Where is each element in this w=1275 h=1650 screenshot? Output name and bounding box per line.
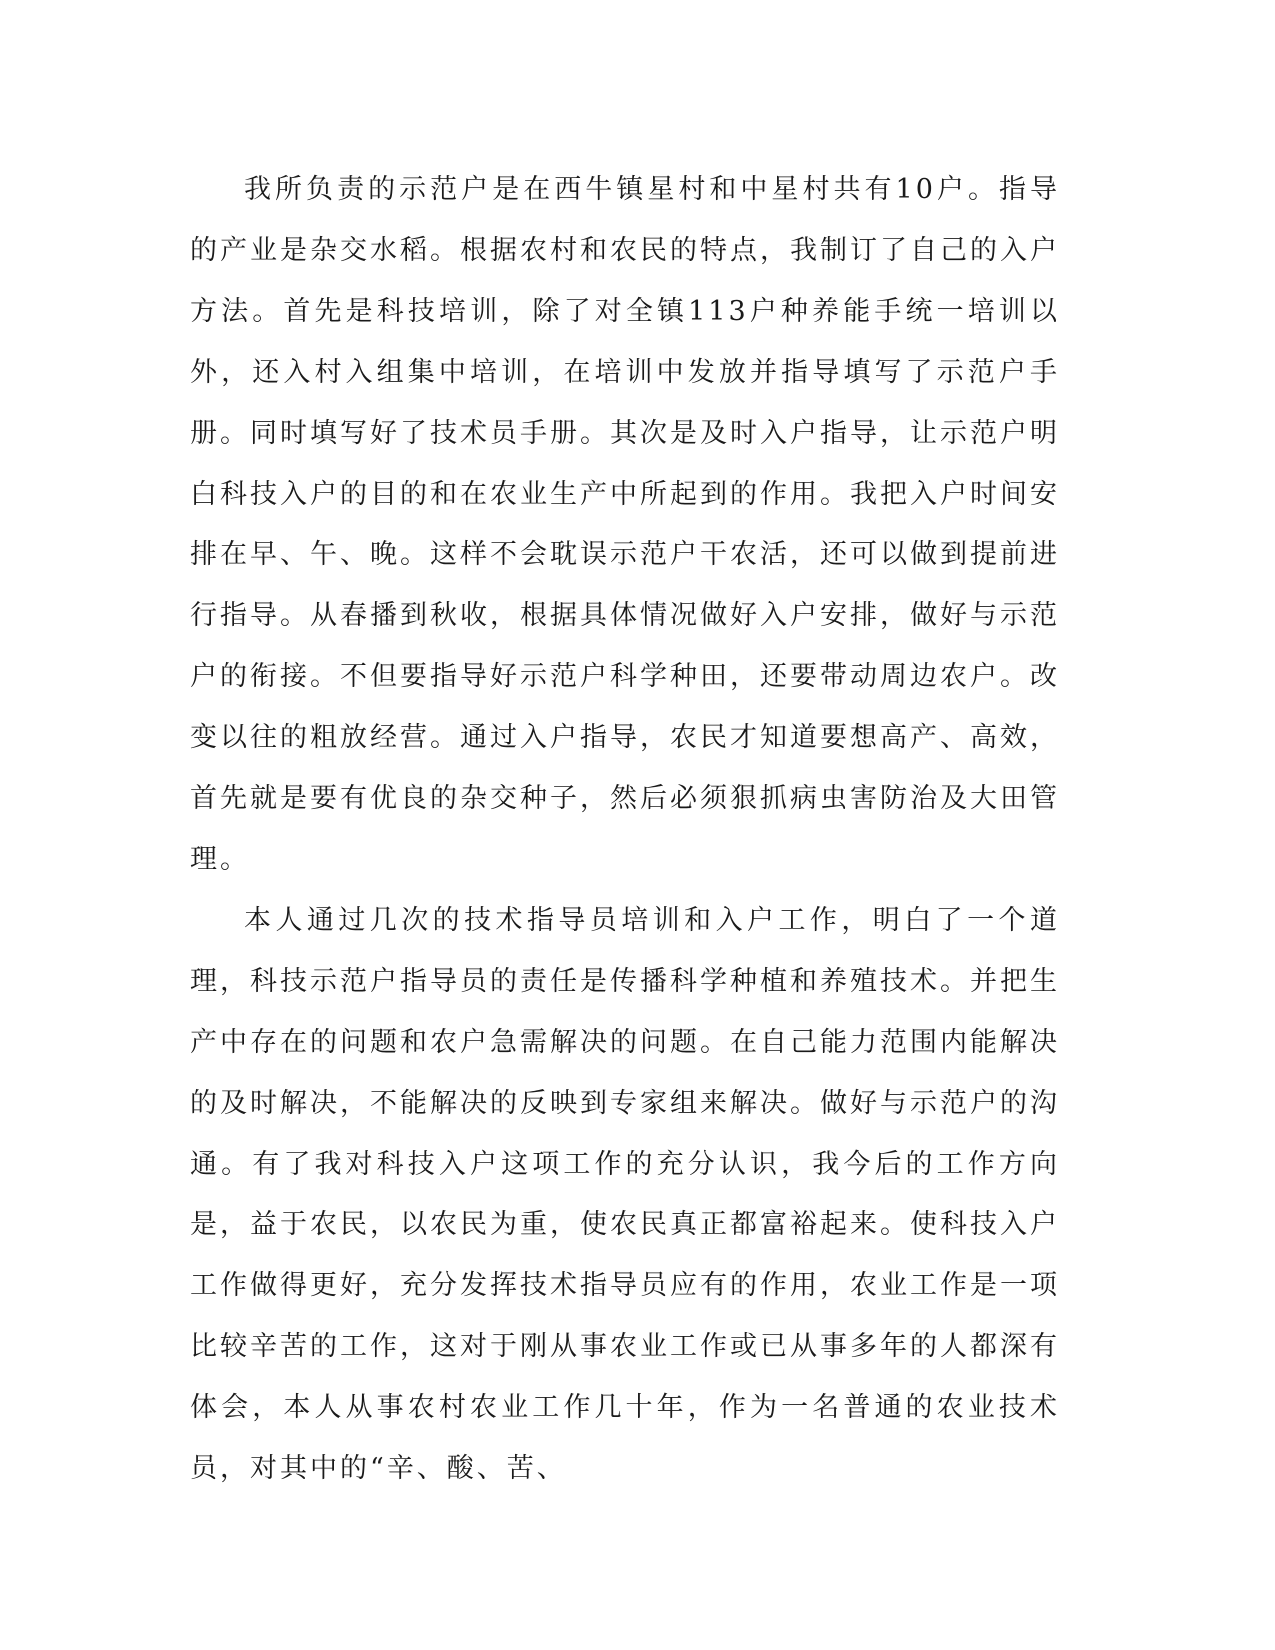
paragraph-1: 我所负责的示范户是在西牛镇星村和中星村共有10户。指导的产业是杂交水稻。根据农村和农民的特点，我制订了自己的入户方法。首先是科技培训，除了对全镇113户种养能手统一培训以外，还入村入组集中培训，在培训中发放并指导填写了示范户手册。同时填写好了技术员手册。其次是及时入户指导，让示范户明白科技入户的目的和在农业生产中所起到的作用。我把入户时间安排在早、午、晚。这样不会耽误示范户干农活，还可以做到提前进行指导。从春播到秋收，根据具体情况做好入户安排，做好与示范户的衔接。不但要指导好示范户科学种田，还要带动周边农户。改变以往的粗放经营。通过入户指导，农民才知道要想高产、高效，首先就是要有优良的杂交种子，然后必须狠抓病虫害防治及大田管理。 bbox=[190, 174, 1060, 875]
document-body bbox=[190, 160, 1060, 1500]
paragraph-2: 本人通过几次的技术指导员培训和入户工作，明白了一个道理，科技示范户指导员的责任是传播科学种植和养殖技术。并把生产中存在的问题和农户急需解决的问题。在自己能力范围内能解决的及时解决，不能解决的反映到专家组来解决。做好与示范户的沟通。有了我对科技入户这项工作的充分认识，我今后的工作方向是，益于农民，以农民为重，使农民真正都富裕起来。使科技入户工作做得更好，充分发挥技术指导员应有的作用，农业工作是一项比较辛苦的工作，这对于刚从事农业工作或已从事多年的人都深有体会，本人从事农村农业工作几十年，作为一名普通的农业技术员，对其中的“辛、酸、苦、 bbox=[190, 904, 1060, 1485]
